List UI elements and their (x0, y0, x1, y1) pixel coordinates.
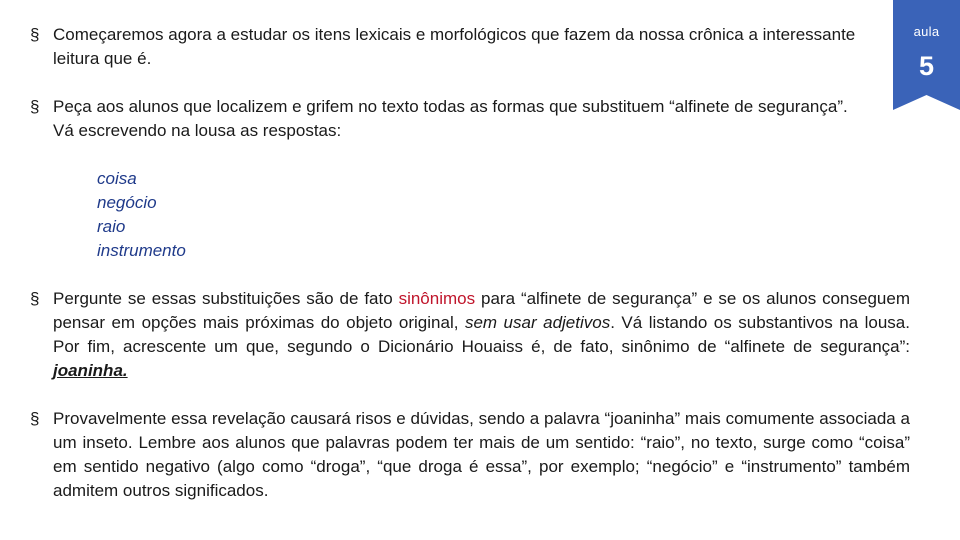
badge-number: 5 (918, 51, 935, 81)
lesson-badge (893, 0, 960, 110)
paragraph-synonyms (53, 287, 910, 383)
badge-label: aula (913, 24, 940, 39)
list-item: instrumento (97, 241, 186, 260)
answers-list (97, 167, 186, 263)
paragraph-intro: Começaremos agora a estudar os itens lexicais e morfológicos que fazem da nossa crônica a interessante leitura que é. (53, 25, 856, 68)
answer-term: joaninha. (53, 361, 128, 380)
bullet-icon: § (30, 25, 40, 44)
list-item: negócio (97, 193, 157, 212)
list-item: raio (97, 217, 126, 236)
text-segment: Pergunte se essas substituições são de fato (53, 289, 399, 308)
text-segment: para “alfinete de segurança” e se os alunos conseguem pensar em opções mais próximas do objeto original, (53, 289, 910, 332)
paragraph-explanation: Provavelmente essa revelação causará risos e dúvidas, sendo a palavra “joaninha” mais comumente associada a um inseto. Lembre aos alunos que palavras podem ter mais de um sentido: “raio”, no texto, surge como “coisa” em sentido negativo (algo como “droga”, “que droga é essa”, por exemplo; “negócio” e “instrumento” também admitem outros significados. (53, 409, 910, 500)
bullet-icon: § (30, 289, 40, 308)
paragraph-instruction: Peça aos alunos que localizem e grifem no texto todas as formas que substituem “alfinete de segurança”. Vá escrevendo na lousa as respostas: (53, 97, 848, 140)
list-item: coisa (97, 169, 137, 188)
bullet-icon: § (30, 97, 40, 116)
italic-phrase: sem usar adjetivos (464, 313, 611, 332)
highlight-term: sinônimos (398, 289, 476, 308)
text-segment: . Vá listando os substantivos na lousa. Por fim, acrescente um que, segundo o Dicionário Houaiss é, de fato, sinônimo de “alfinete de segurança”: (53, 313, 910, 356)
bullet-icon: § (30, 409, 40, 428)
